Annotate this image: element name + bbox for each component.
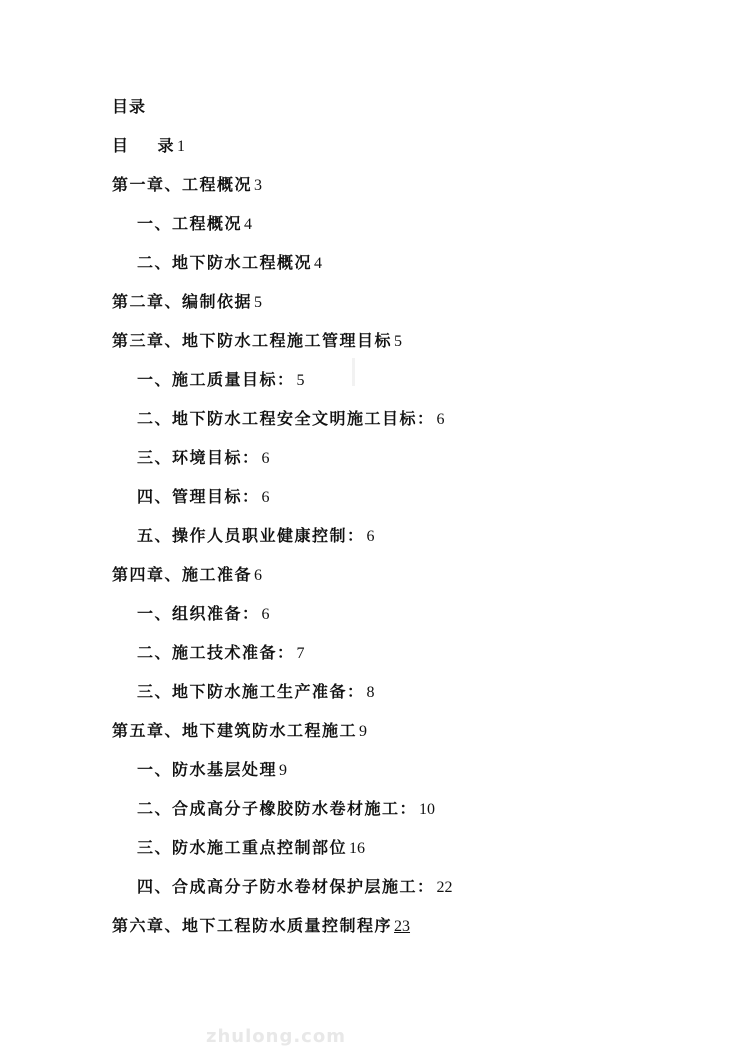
toc-entry-section[interactable] xyxy=(112,759,453,798)
watermark: zhulong.com xyxy=(206,1026,346,1047)
toc-page-number: 22 xyxy=(436,879,453,896)
toc-entry-title: 第六章、地下工程防水质量控制程序 xyxy=(112,916,393,935)
toc-entry-title: 第三章、地下防水工程施工管理目标 xyxy=(112,331,393,350)
toc-list xyxy=(112,135,453,954)
toc-page-number: 6 xyxy=(261,450,270,467)
toc-page-number: 10 xyxy=(419,801,436,818)
toc-entry-title: 二、施工技术准备： xyxy=(137,643,295,662)
toc-page-number: 5 xyxy=(254,294,263,311)
toc-entry-section[interactable] xyxy=(112,876,453,915)
toc-entry-chapter-1[interactable] xyxy=(112,174,453,213)
toc-entry-title-part-2: 录 xyxy=(157,136,176,155)
toc-page-number: 5 xyxy=(296,372,305,389)
toc-entry-title: 第一章、工程概况 xyxy=(112,175,253,194)
toc-entry-section[interactable] xyxy=(112,525,453,564)
toc-page-number: 6 xyxy=(436,411,445,428)
toc-page-number: 6 xyxy=(366,528,375,545)
toc-entry-title: 四、管理目标： xyxy=(137,487,260,506)
toc-entry-chapter-4[interactable] xyxy=(112,564,453,603)
toc-page-number: 1 xyxy=(177,138,186,155)
toc-page-number: 7 xyxy=(296,645,305,662)
faint-scan-mark xyxy=(352,358,355,386)
toc-entry-title: 二、地下防水工程概况 xyxy=(137,253,313,272)
toc-entry-title: 一、组织准备： xyxy=(137,604,260,623)
toc-page-number: 9 xyxy=(359,723,368,740)
toc-entry-section[interactable] xyxy=(112,837,453,876)
toc-entry-section[interactable] xyxy=(112,213,453,252)
toc-entry-title: 三、地下防水施工生产准备： xyxy=(137,682,365,701)
toc-page-number: 6 xyxy=(261,489,270,506)
toc-entry-section[interactable] xyxy=(112,408,453,447)
toc-page-number: 23 xyxy=(394,918,411,935)
toc-entry-title: 四、合成高分子防水卷材保护层施工： xyxy=(137,877,435,896)
toc-page-number: 8 xyxy=(366,684,375,701)
toc-entry-title: 第五章、地下建筑防水工程施工 xyxy=(112,721,358,740)
toc-entry-chapter-5[interactable] xyxy=(112,720,453,759)
toc-entry-section[interactable] xyxy=(112,681,453,720)
toc-entry-section[interactable] xyxy=(112,369,453,408)
toc-entry-title: 二、合成高分子橡胶防水卷材施工： xyxy=(137,799,418,818)
toc-page-number: 16 xyxy=(349,840,366,857)
toc-entry-title-part-1: 目 xyxy=(112,136,130,155)
toc-entry-section[interactable] xyxy=(112,252,453,291)
toc-entry-section[interactable] xyxy=(112,447,453,486)
toc-entry-title: 第四章、施工准备 xyxy=(112,565,253,584)
toc-entry-chapter-3[interactable] xyxy=(112,330,453,369)
toc-entry-title: 一、工程概况 xyxy=(137,214,243,233)
toc-entry-chapter-6[interactable] xyxy=(112,915,453,954)
toc-page-number: 5 xyxy=(394,333,403,350)
toc-entry-chapter-2[interactable] xyxy=(112,291,453,330)
toc-page-number: 6 xyxy=(254,567,263,584)
toc-page-number: 3 xyxy=(254,177,263,194)
toc-page-number: 4 xyxy=(314,255,323,272)
toc-entry-section[interactable] xyxy=(112,486,453,525)
toc-entry-contents[interactable] xyxy=(112,135,453,174)
toc-entry-section[interactable] xyxy=(112,642,453,681)
toc-entry-title: 三、环境目标： xyxy=(137,448,260,467)
toc-entry-title: 一、施工质量目标： xyxy=(137,370,295,389)
toc-page-number: 9 xyxy=(279,762,288,779)
toc-page-number: 4 xyxy=(244,216,253,233)
toc-entry-section[interactable] xyxy=(112,798,453,837)
toc-entry-title: 第二章、编制依据 xyxy=(112,292,253,311)
toc-entry-title: 二、地下防水工程安全文明施工目标： xyxy=(137,409,435,428)
toc-entry-title: 一、防水基层处理 xyxy=(137,760,278,779)
toc-page-number: 6 xyxy=(261,606,270,623)
toc-heading: 目录 xyxy=(112,97,147,116)
toc-entry-section[interactable] xyxy=(112,603,453,642)
toc-entry-title: 三、防水施工重点控制部位 xyxy=(137,838,348,857)
toc-entry-title: 五、操作人员职业健康控制： xyxy=(137,526,365,545)
